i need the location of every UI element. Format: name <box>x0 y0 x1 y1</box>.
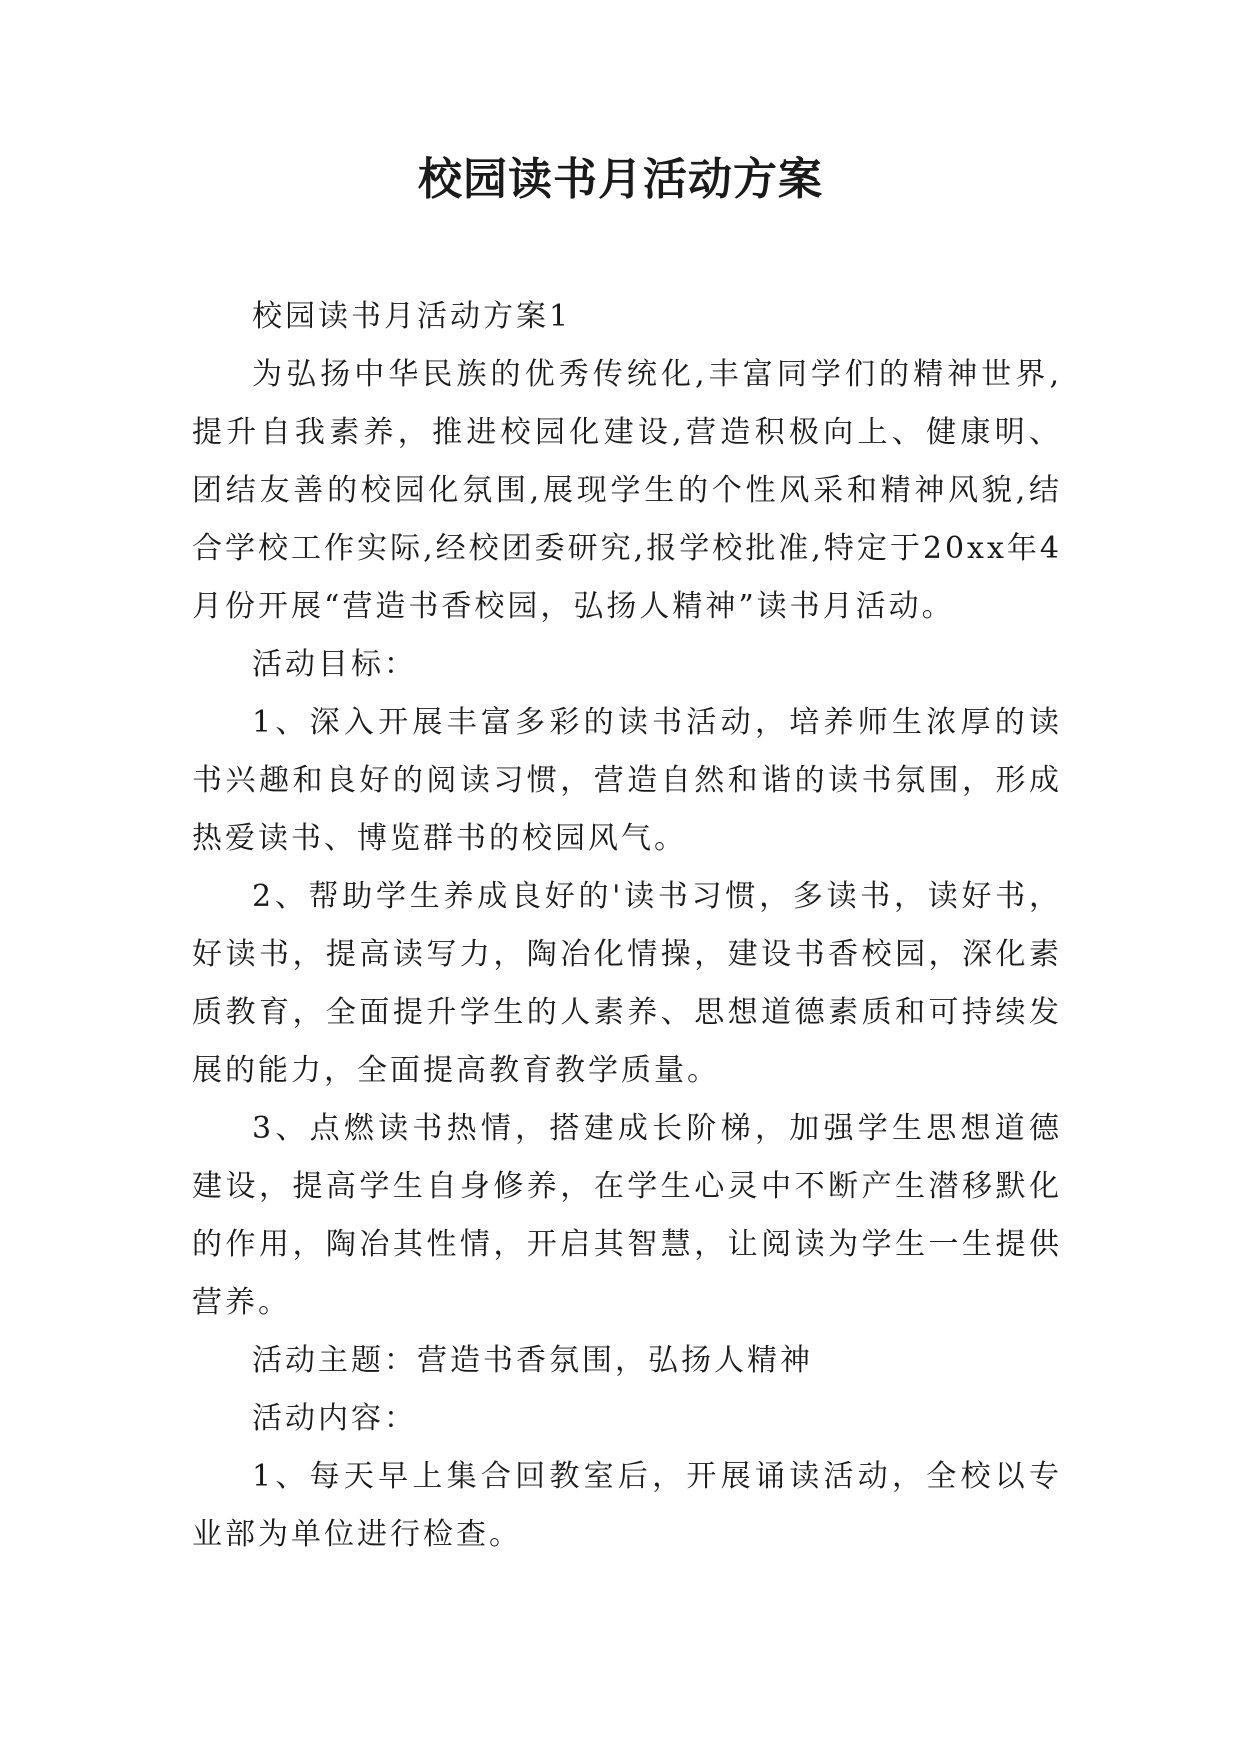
paragraph-content-heading: 活动内容： <box>252 1401 417 1436</box>
paragraph-goal-1: 1、深入开展丰富多彩的读书活动，培养师生浓厚的读书兴趣和良好的阅读习惯，营造自然和谐的读书氛围，形成热爱读书、博览群书的校园风气。 <box>192 705 1062 856</box>
paragraph-goals-heading: 活动目标： <box>252 647 417 682</box>
document-title: 校园读书月活动方案 <box>418 154 823 205</box>
paragraph-intro: 为弘扬中华民族的优秀传统化,丰富同学们的精神世界,提升自我素养，推进校园化建设,营造积极向上、健康明、团结友善的校园化氛围,展现学生的个性风采和精神风貌,结合学校工作实际,经校团委研究,报学校批准,特定于20xx年4月份开展“营造书香校园，弘扬人精神”读书月活动。 <box>192 357 1062 624</box>
document-body <box>192 288 1062 1564</box>
paragraph-theme: 活动主题：营造书香氛围，弘扬人精神 <box>252 1343 813 1378</box>
paragraph-content-1: 1、每天早上集合回教室后，开展诵读活动，全校以专业部为单位进行检查。 <box>192 1459 1062 1552</box>
paragraph-goal-3: 3、点燃读书热情，搭建成长阶梯，加强学生思想道德建设，提高学生自身修养，在学生心灵中不断产生潜移默化的作用，陶冶其性情，开启其智慧，让阅读为学生一生提供营养。 <box>192 1111 1062 1320</box>
paragraph-goal-2: 2、帮助学生养成良好的'读书习惯，多读书，读好书，好读书，提高读写力，陶冶化情操，建设书香校园，深化素质教育，全面提升学生的人素养、思想道德素质和可持续发展的能力，全面提高教育教学质量。 <box>192 879 1062 1088</box>
paragraph-subtitle: 校园读书月活动方案1 <box>252 299 572 334</box>
